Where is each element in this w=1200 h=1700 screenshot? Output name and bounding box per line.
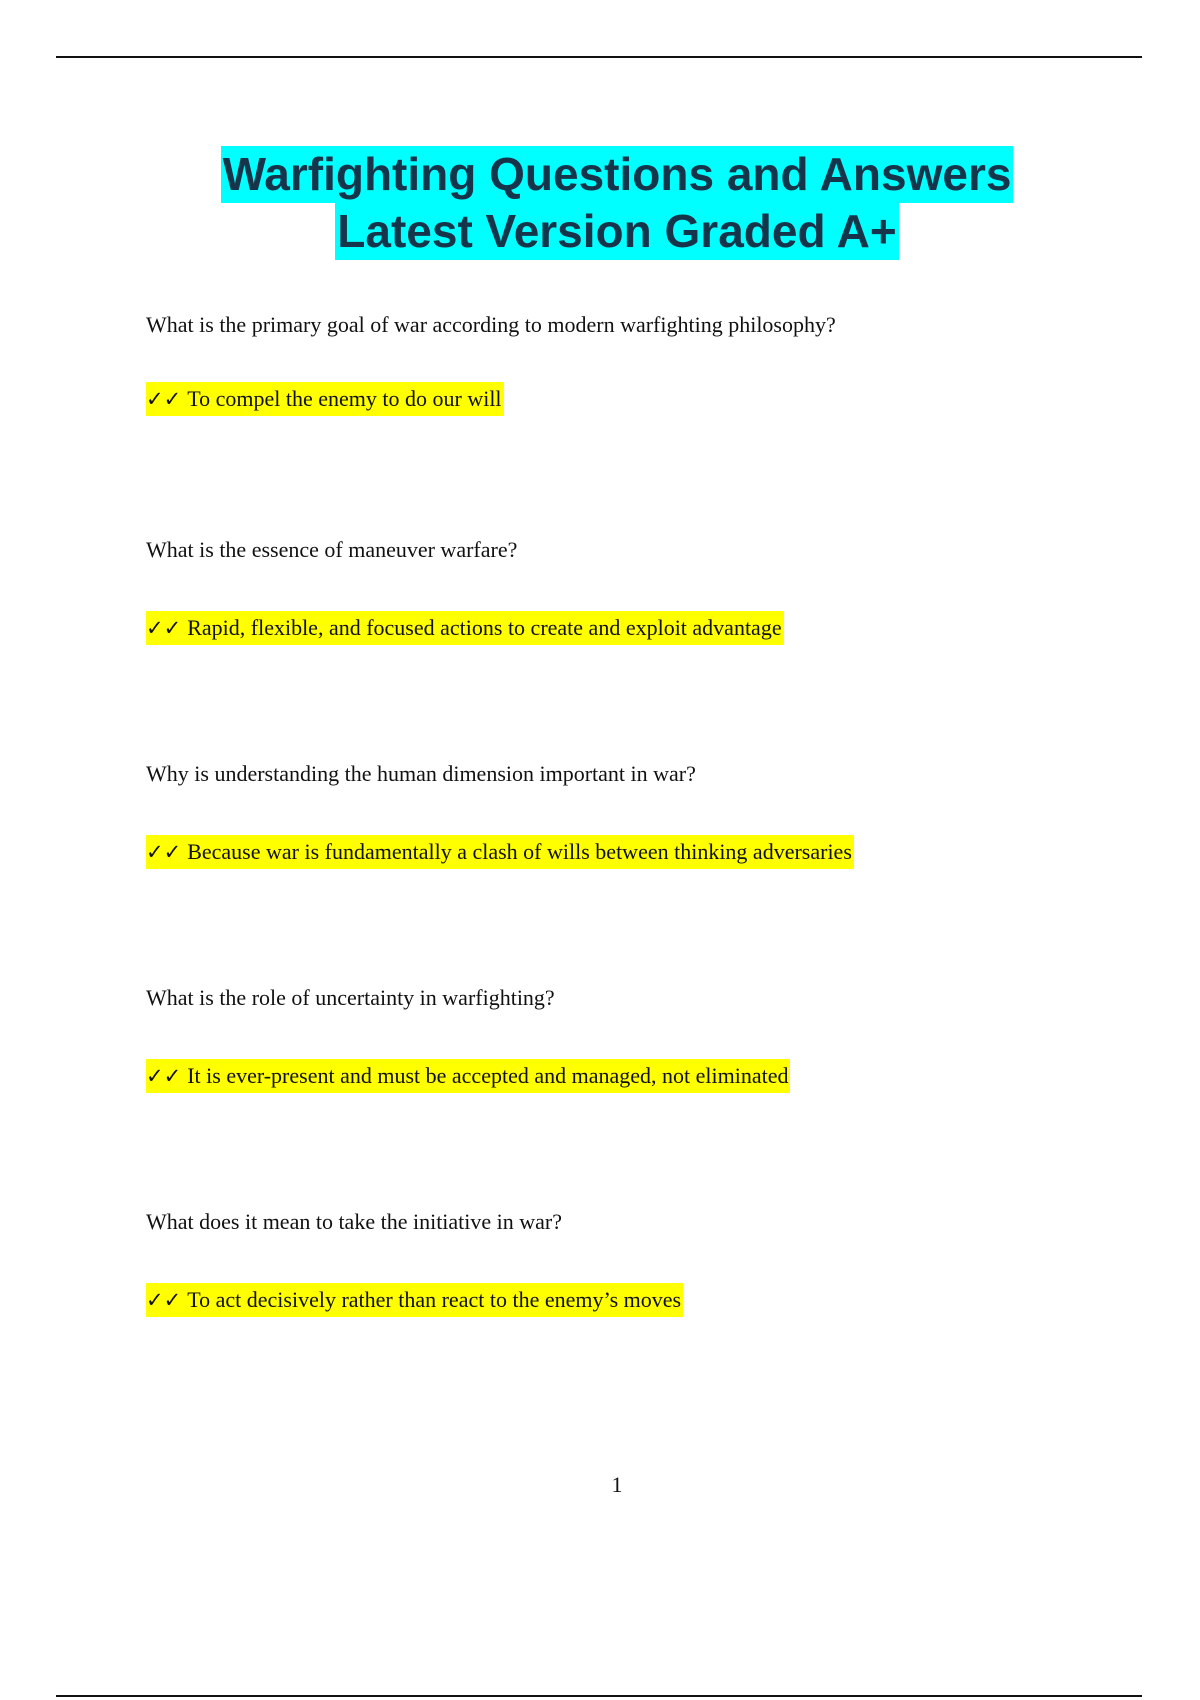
answer-highlight [146, 1283, 683, 1317]
question-text: What does it mean to take the initiative in war? [146, 1209, 563, 1234]
answer-text: It is ever-present and must be accepted and managed, not eliminated [187, 1063, 789, 1088]
bottom-rule [56, 1695, 1142, 1697]
answer-highlight [146, 382, 504, 416]
qa-item [146, 537, 1146, 640]
title-line-1: Warfighting Questions and Answers [221, 146, 1014, 203]
answer-text: Rapid, flexible, and focused actions to create and exploit advantage [187, 615, 782, 640]
double-check-icon: ✓✓ [146, 387, 182, 411]
answer-highlight [146, 611, 784, 645]
answer-highlight [146, 1059, 790, 1093]
answer-text: To compel the enemy to do our will [187, 386, 502, 411]
question-text: What is the primary goal of war according to modern warfighting philosophy? [146, 312, 836, 337]
qa-item [146, 761, 1146, 864]
answer-highlight [146, 835, 854, 869]
page-number: 1 [611, 1472, 623, 1497]
answer-text: Because war is fundamentally a clash of wills between thinking adversaries [187, 839, 852, 864]
double-check-icon: ✓✓ [146, 840, 182, 864]
qa-item [146, 985, 1146, 1088]
double-check-icon: ✓✓ [146, 1288, 182, 1312]
top-rule [56, 56, 1142, 58]
qa-item [146, 312, 1146, 411]
double-check-icon: ✓✓ [146, 616, 182, 640]
answer-text: To act decisively rather than react to the enemy’s moves [187, 1287, 682, 1312]
qa-item [146, 1209, 1146, 1312]
title-line-2: Latest Version Graded A+ [335, 203, 898, 260]
double-check-icon: ✓✓ [146, 1064, 182, 1088]
question-text: What is the role of uncertainty in warfighting? [146, 985, 555, 1010]
question-text: What is the essence of maneuver warfare? [146, 537, 518, 562]
document-title [0, 146, 1200, 260]
question-text: Why is understanding the human dimension important in war? [146, 761, 696, 786]
